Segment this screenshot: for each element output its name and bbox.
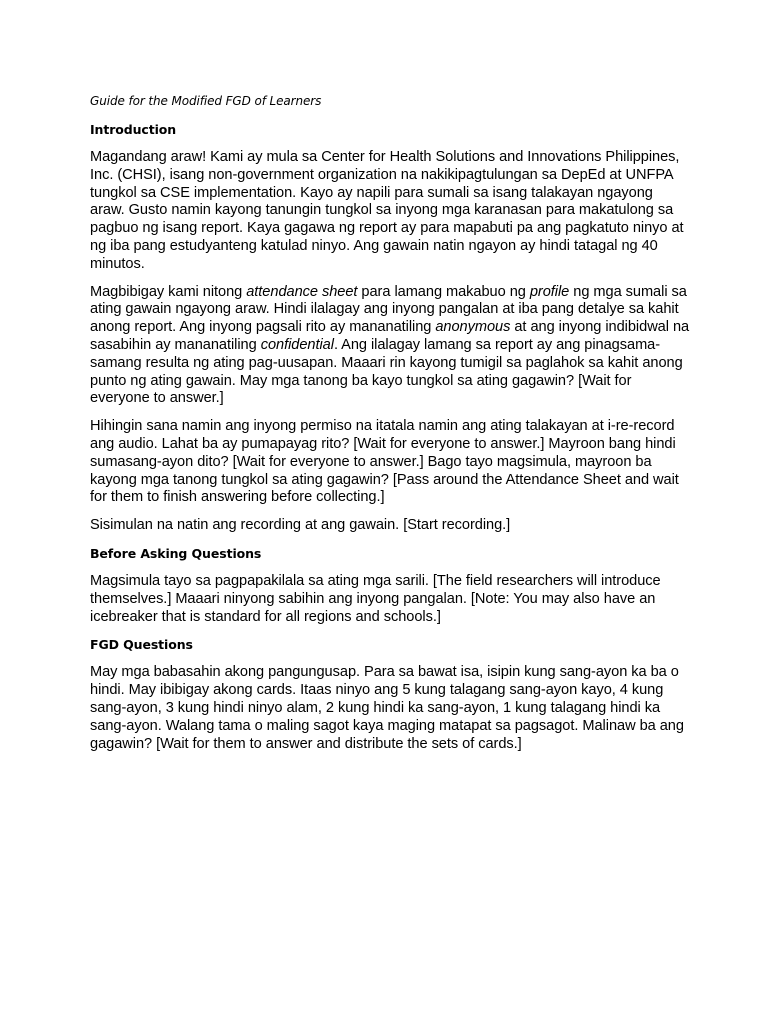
italic-term-confidential: confidential: [260, 336, 334, 353]
introduction-paragraph-4: Sisimulan na natin ang recording at ang gawain. [Start recording.]: [90, 517, 511, 534]
document-title: Guide for the Modified FGD of Learners: [90, 94, 322, 108]
text-run: ng mga sumali sa ating gawain ngayong araw. Hindi ilalagay ang inyong pangalan at iba pang detalye sa kahit anong report. Ang inyong pagsali rito ay mananatiling: [90, 283, 687, 336]
text-run: . Ang ilalagay lamang sa report ay ang pinagsama-samang resulta ng ating pag-uusapan. Maaari rin kayong tumigil sa paglahok sa kahit anong punto ng ating gawain. May mga tanong ba kayo tungkol sa ating gagawin? [Wait for everyone to answer.]: [90, 336, 683, 407]
text-run: para lamang makabuo ng: [357, 283, 530, 300]
italic-term-attendance-sheet: attendance sheet: [246, 283, 358, 300]
introduction-paragraph-2: [90, 284, 690, 409]
text-run: Magbibigay kami nitong: [90, 283, 247, 300]
introduction-heading: Introduction: [90, 122, 177, 137]
introduction-paragraph-1: Magandang araw! Kami ay mula sa Center for Health Solutions and Innovations Philippines, Inc. (CHSI), isang non-government organization na nakikipagtulungan sa DepEd at UNFPA tungkol sa CSE implementation. Kayo ay napili para sumali sa isang talakayan ngayong araw. Gusto namin kayong tanungin tungkol sa inyong mga karanasan para makatulong sa pagbuo ng isang report. Kaya gagawa ng report ay para mapabuti pa ang pagkatuto ninyo at ng iba pang estudyanteng katulad ninyo. Ang gawain natin ngayon ay hindi tatagal ng 40 minutos.: [90, 149, 684, 272]
document-page: [90, 92, 690, 763]
before-asking-paragraph-1: Magsimula tayo sa pagpapakilala sa ating mga sarili. [The field researchers will introduce themselves.] Maaari ninyong sabihin ang inyong pangalan. [Note: You may also have an icebreaker that is standard for all regions and schools.]: [90, 572, 661, 625]
italic-term-anonymous: anonymous: [435, 319, 511, 336]
fgd-questions-paragraph-1: May mga babasahin akong pangungusap. Para sa bawat isa, isipin kung sang-ayon ka ba o hindi. May ibibigay akong cards. Itaas ninyo ang 5 kung talagang sang-ayon kayo, 4 kung sang-ayon, 3 kung hindi ninyo alam, 2 kung hindi ka sang-ayon, 1 kung talagang hindi ka sang-ayon. Walang tama o maling sagot kaya maging matapat sa pagsagot. Malinaw ba ang gagawin? [Wait for them to answer and distribute the sets of cards.]: [90, 664, 684, 752]
fgd-questions-heading: FGD Questions: [90, 637, 193, 653]
introduction-paragraph-3: Hihingin sana namin ang inyong permiso na itatala namin ang ating talakayan at i-re-record ang audio. Lahat ba ay pumapayag rito? [Wait for everyone to answer.] Mayroon bang hindi sumasang-ayon dito? [Wait for everyone to answer.] Bago tayo magsimula, mayroon ba kayong mga tanong tungkol sa ating gagawin? [Pass around the Attendance Sheet and wait for them to finish answering before collecting.]: [90, 418, 679, 506]
italic-term-profile: profile: [529, 283, 570, 300]
text-run: at ang inyong indibidwal na sasabihin ay mananatiling: [90, 319, 690, 353]
before-asking-questions-heading: Before Asking Questions: [90, 545, 262, 561]
